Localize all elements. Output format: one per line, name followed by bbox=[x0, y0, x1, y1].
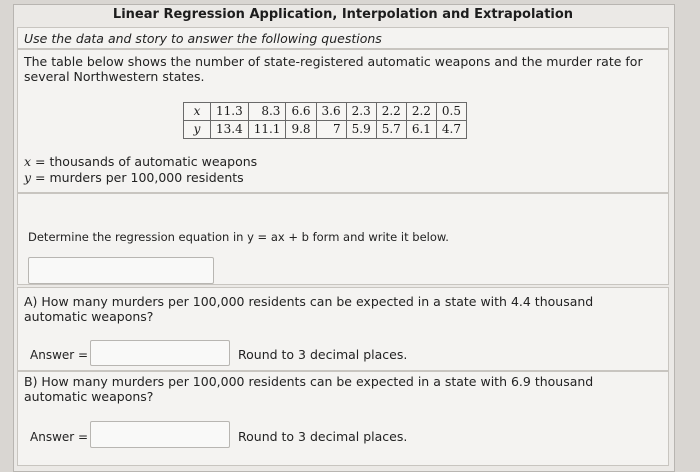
regression-section bbox=[17, 193, 669, 285]
answer-a-input[interactable] bbox=[90, 340, 230, 366]
y-cell: 11.1 bbox=[248, 121, 286, 139]
data-table bbox=[183, 102, 467, 139]
question-a-section bbox=[17, 287, 669, 371]
x-definition bbox=[24, 154, 257, 170]
story-text: The table below shows the number of state-registered automatic weapons and the murder rate for several Northwestern states. bbox=[24, 54, 643, 84]
y-cell: 4.7 bbox=[436, 121, 466, 139]
answer-b-label: Answer = bbox=[30, 430, 89, 444]
x-header: x bbox=[184, 103, 211, 121]
y-cell: 13.4 bbox=[211, 121, 249, 139]
x-cell: 8.3 bbox=[248, 103, 286, 121]
question-a-text: A) How many murders per 100,000 residents can be expected in a state with 4.4 thousand automatic weapons? bbox=[24, 294, 594, 324]
x-symbol: x bbox=[24, 154, 32, 169]
variable-definitions bbox=[24, 154, 257, 186]
y-cell: 9.8 bbox=[286, 121, 316, 139]
y-definition-text: = murders per 100,000 residents bbox=[31, 170, 244, 185]
x-cell: 2.2 bbox=[376, 103, 406, 121]
x-definition-text: = thousands of automatic weapons bbox=[31, 154, 258, 169]
x-cell: 2.3 bbox=[346, 103, 376, 121]
x-cell: 2.2 bbox=[406, 103, 436, 121]
regression-prompt: Determine the regression equation in y = ax + b form and write it below. bbox=[28, 230, 449, 244]
y-cell: 5.9 bbox=[346, 121, 376, 139]
page-title: Linear Regression Application, Interpolation and Extrapolation bbox=[112, 7, 574, 22]
x-cell: 3.6 bbox=[316, 103, 346, 121]
answer-a-label: Answer = bbox=[30, 348, 89, 362]
question-b-text: B) How many murders per 100,000 residents can be expected in a state with 6.9 thousand automatic weapons? bbox=[24, 374, 594, 404]
y-row bbox=[184, 121, 467, 139]
answer-b-input[interactable] bbox=[90, 421, 230, 448]
x-row bbox=[184, 103, 467, 121]
y-symbol: y bbox=[24, 170, 32, 185]
x-cell: 11.3 bbox=[211, 103, 249, 121]
y-header: y bbox=[184, 121, 211, 139]
question-b-section bbox=[17, 371, 669, 466]
subtitle: Use the data and story to answer the following questions bbox=[17, 27, 669, 49]
answer-a-hint: Round to 3 decimal places. bbox=[238, 347, 408, 362]
y-cell: 6.1 bbox=[406, 121, 436, 139]
story-section bbox=[17, 49, 669, 193]
regression-equation-input[interactable] bbox=[28, 257, 214, 284]
x-cell: 0.5 bbox=[436, 103, 466, 121]
y-cell: 7 bbox=[316, 121, 346, 139]
y-cell: 5.7 bbox=[376, 121, 406, 139]
answer-b-hint: Round to 3 decimal places. bbox=[238, 429, 408, 444]
x-cell: 6.6 bbox=[286, 103, 316, 121]
y-definition bbox=[24, 170, 257, 186]
